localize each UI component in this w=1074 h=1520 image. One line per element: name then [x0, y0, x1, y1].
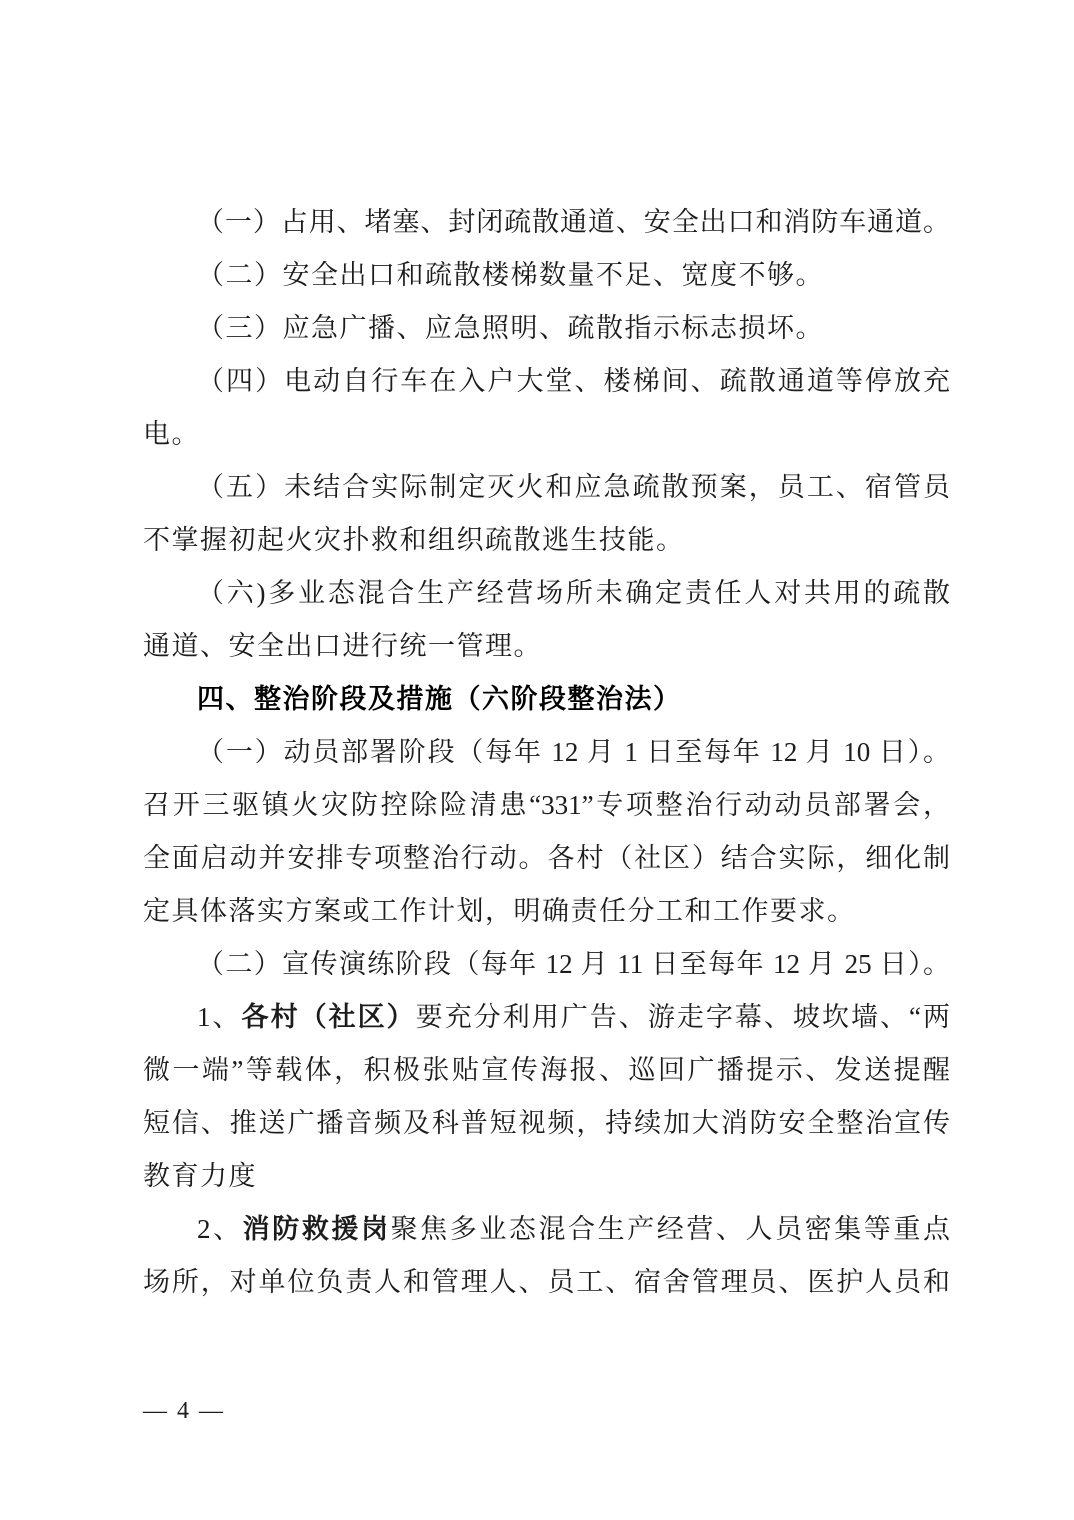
bold-text-segment: 各村（社区） — [241, 1002, 416, 1032]
text-line — [143, 779, 950, 832]
text-line — [143, 938, 950, 991]
section-heading — [143, 673, 950, 726]
text-line — [143, 1097, 950, 1150]
text-segment: （三）应急广播、应急照明、疏散指示标志损坏。 — [197, 313, 824, 343]
text-line — [143, 196, 950, 249]
text-line — [143, 567, 950, 620]
text-segment: （一）占用、堵塞、封闭疏散通道、安全出口和消防车通道。 — [197, 207, 950, 237]
text-segment: 定具体落实方案或工作计划，明确责任分工和工作要求。 — [143, 896, 856, 926]
text-segment: （二）宣传演练阶段（每年 12 月 11 日至每年 12 月 25 日）。 — [197, 949, 950, 979]
text-segment: （一）动员部署阶段（每年 12 月 1 日至每年 12 月 10 日）。 — [197, 737, 950, 767]
text-line — [143, 408, 950, 461]
text-segment: 教育力度 — [143, 1161, 257, 1191]
text-segment: 通道、安全出口进行统一管理。 — [143, 631, 542, 661]
text-segment: （二）安全出口和疏散楼梯数量不足、宽度不够。 — [197, 260, 824, 290]
text-segment: 电。 — [143, 419, 200, 449]
text-line — [143, 355, 950, 408]
text-line — [143, 302, 950, 355]
text-segment: 1、 — [197, 1002, 242, 1032]
bold-text-segment: 消防救援岗 — [242, 1214, 391, 1244]
text-segment: 全面启动并安排专项整治行动。各村（社区）结合实际，细化制 — [143, 843, 950, 873]
text-segment: 2、 — [197, 1214, 243, 1244]
text-line — [143, 249, 950, 302]
bold-text-segment: 四、整治阶段及措施（六阶段整治法） — [197, 684, 682, 714]
text-segment: 要充分利用广告、游走字幕、坡坎墙、“两 — [415, 1002, 951, 1032]
text-segment: 召开三驱镇火灾防控除险清患“331”专项整治行动动员部署会， — [143, 790, 950, 820]
text-line — [143, 1203, 950, 1256]
text-line — [143, 832, 950, 885]
text-segment: 聚焦多业态混合生产经营、人员密集等重点 — [390, 1214, 951, 1244]
text-line — [143, 461, 950, 514]
text-line — [143, 991, 950, 1044]
text-segment: （四）电动自行车在入户大堂、楼梯间、疏散通道等停放充 — [197, 366, 950, 396]
page-number: — 4 — — [143, 1398, 225, 1424]
text-line — [143, 620, 950, 673]
document-body — [143, 196, 950, 1309]
text-segment: （六)多业态混合生产经营场所未确定责任人对共用的疏散 — [197, 578, 950, 608]
text-segment: 短信、推送广播音频及科普短视频，持续加大消防安全整治宣传 — [143, 1108, 950, 1138]
text-line — [143, 1150, 950, 1203]
text-segment: （五）未结合实际制定灭火和应急疏散预案，员工、宿管员 — [197, 472, 950, 502]
text-segment: 不掌握初起火灾扑救和组织疏散逃生技能。 — [143, 525, 685, 555]
text-segment: 场所，对单位负责人和管理人、员工、宿舍管理员、医护人员和 — [143, 1267, 950, 1297]
text-line — [143, 514, 950, 567]
text-segment: 微一端”等载体，积极张贴宣传海报、巡回广播提示、发送提醒 — [143, 1055, 950, 1085]
text-line — [143, 1256, 950, 1309]
text-line — [143, 1044, 950, 1097]
text-line — [143, 885, 950, 938]
text-line — [143, 726, 950, 779]
